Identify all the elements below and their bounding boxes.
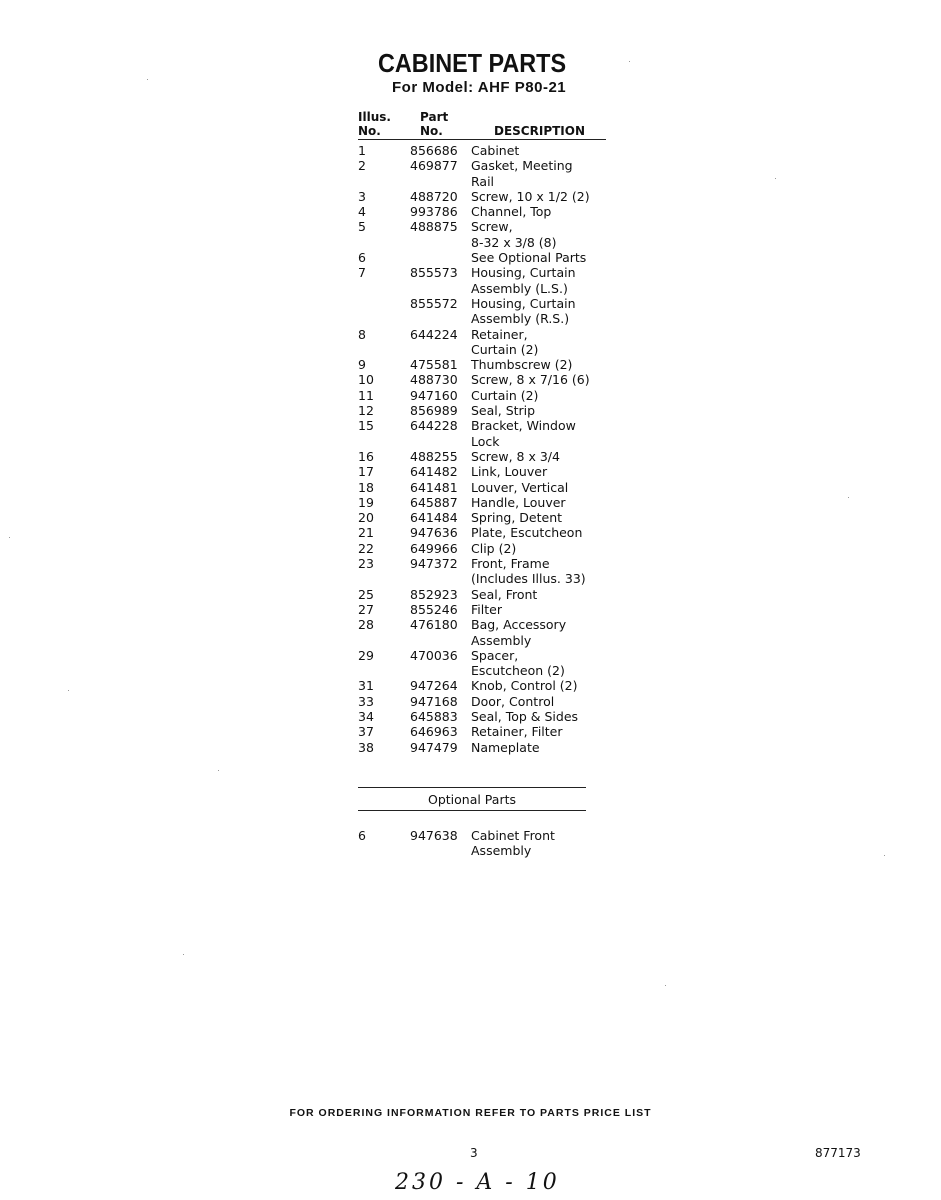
part-number: 641481 bbox=[410, 479, 458, 495]
part-number: 470036 bbox=[410, 647, 458, 663]
part-description: Retainer, Curtain (2) bbox=[471, 326, 539, 357]
table-row bbox=[0, 709, 941, 724]
part-number: 947168 bbox=[410, 693, 458, 709]
part-number: 476180 bbox=[410, 617, 458, 633]
part-number: 644224 bbox=[410, 326, 458, 342]
illus-number: 8 bbox=[358, 326, 366, 342]
optional-parts-table bbox=[0, 828, 941, 859]
illus-number: 16 bbox=[358, 448, 374, 464]
table-row bbox=[0, 372, 941, 387]
illus-number: 6 bbox=[358, 828, 366, 843]
header-divider bbox=[358, 139, 606, 140]
part-description: Cabinet Front Assembly bbox=[471, 828, 555, 859]
scan-speck bbox=[884, 855, 885, 856]
part-number: 856989 bbox=[410, 403, 458, 419]
illus-number: 17 bbox=[358, 464, 374, 480]
table-row bbox=[0, 189, 941, 204]
part-description: Seal, Strip bbox=[471, 403, 536, 419]
part-description: Clip (2) bbox=[471, 540, 517, 556]
part-description: Seal, Top & Sides bbox=[471, 708, 579, 724]
document-number: 877173 bbox=[815, 1146, 861, 1160]
part-description: Knob, Control (2) bbox=[471, 678, 578, 694]
column-header-part-line2: No. bbox=[420, 124, 443, 138]
optional-divider-bottom bbox=[358, 810, 586, 811]
table-row bbox=[0, 158, 941, 189]
column-header-description: DESCRIPTION bbox=[494, 124, 586, 138]
part-number: 641482 bbox=[410, 464, 458, 480]
part-description: Plate, Escutcheon bbox=[471, 525, 583, 541]
part-description: See Optional Parts bbox=[471, 250, 587, 266]
illus-number: 1 bbox=[358, 143, 366, 158]
illus-number: 28 bbox=[358, 617, 374, 633]
part-number: 475581 bbox=[410, 357, 458, 373]
part-description: Filter bbox=[471, 601, 502, 617]
scan-speck bbox=[183, 954, 184, 955]
illus-number: 22 bbox=[358, 540, 374, 556]
illus-number: 18 bbox=[358, 479, 374, 495]
illus-number: 19 bbox=[358, 494, 374, 510]
illus-number: 29 bbox=[358, 647, 374, 663]
part-number: 855573 bbox=[410, 265, 458, 281]
illus-number: 25 bbox=[358, 586, 374, 602]
scan-speck bbox=[147, 79, 148, 80]
illus-number: 10 bbox=[358, 372, 374, 388]
column-header-illus-line1: Illus. bbox=[358, 110, 391, 124]
table-row bbox=[0, 828, 941, 859]
part-description: Front, Frame (Includes Illus. 33) bbox=[471, 556, 586, 587]
table-row bbox=[0, 204, 941, 219]
part-description: Retainer, Filter bbox=[471, 724, 563, 740]
ordering-info-note: FOR ORDERING INFORMATION REFER TO PARTS PRICE LIST bbox=[289, 1107, 652, 1119]
part-description: Spacer, Escutcheon (2) bbox=[471, 647, 565, 679]
table-row bbox=[0, 525, 941, 540]
part-description: Handle, Louver bbox=[471, 494, 566, 510]
scan-speck bbox=[9, 537, 10, 538]
scan-speck bbox=[68, 690, 69, 691]
part-description: Cabinet bbox=[471, 143, 520, 158]
part-description: Screw, 10 x 1/2 (2) bbox=[471, 188, 590, 204]
part-number: 488730 bbox=[410, 372, 458, 388]
part-number: 641484 bbox=[410, 510, 458, 526]
page-title: CABINET PARTS bbox=[378, 48, 567, 78]
illus-number: 7 bbox=[358, 265, 366, 281]
illus-number: 38 bbox=[358, 739, 374, 755]
part-description: Channel, Top bbox=[471, 204, 552, 220]
part-number: 852923 bbox=[410, 586, 458, 602]
illus-number: 4 bbox=[358, 204, 366, 220]
column-header-illus-line2: No. bbox=[358, 124, 381, 138]
scan-speck bbox=[629, 61, 630, 62]
illus-number: 21 bbox=[358, 525, 374, 541]
part-description: Housing, Curtain Assembly (R.S.) bbox=[471, 295, 576, 327]
part-number: 947479 bbox=[410, 739, 458, 755]
illus-number: 37 bbox=[358, 724, 374, 740]
illus-number: 2 bbox=[358, 158, 366, 174]
table-row bbox=[0, 602, 941, 617]
illus-number: 27 bbox=[358, 601, 374, 617]
part-number: 644228 bbox=[410, 418, 458, 434]
part-description: Spring, Detent bbox=[471, 510, 563, 526]
part-number: 488255 bbox=[410, 448, 458, 464]
table-row bbox=[0, 724, 941, 739]
illus-number: 9 bbox=[358, 357, 366, 373]
part-description: Screw, 8-32 x 3/8 (8) bbox=[471, 219, 557, 250]
part-number: 646963 bbox=[410, 724, 458, 740]
table-row bbox=[0, 418, 941, 449]
table-row bbox=[0, 556, 941, 587]
optional-divider-top bbox=[358, 787, 586, 788]
illus-number: 20 bbox=[358, 510, 374, 526]
part-description: Curtain (2) bbox=[471, 387, 539, 403]
illus-number: 31 bbox=[358, 678, 374, 694]
table-row bbox=[0, 403, 941, 418]
part-number: 947160 bbox=[410, 387, 458, 403]
illus-number: 3 bbox=[358, 188, 366, 204]
part-description: Screw, 8 x 3/4 bbox=[471, 448, 560, 464]
part-number: 947264 bbox=[410, 678, 458, 694]
part-description: Bag, Accessory Assembly bbox=[471, 617, 567, 648]
table-row bbox=[0, 617, 941, 648]
table-row bbox=[0, 740, 941, 755]
illus-number: 6 bbox=[358, 250, 366, 266]
table-row bbox=[0, 541, 941, 556]
part-number: 488720 bbox=[410, 188, 458, 204]
table-row bbox=[0, 357, 941, 372]
table-row bbox=[0, 480, 941, 495]
page-number: 3 bbox=[470, 1146, 478, 1160]
part-description: Gasket, Meeting Rail bbox=[471, 158, 573, 189]
part-number: 947636 bbox=[410, 525, 458, 541]
part-number: 855246 bbox=[410, 601, 458, 617]
table-row bbox=[0, 648, 941, 679]
part-number: 645887 bbox=[410, 494, 458, 510]
part-description: Louver, Vertical bbox=[471, 479, 569, 495]
part-description: Bracket, Window Lock bbox=[471, 418, 576, 449]
column-header-part bbox=[420, 110, 448, 138]
part-number: 947638 bbox=[410, 828, 458, 843]
illus-number: 34 bbox=[358, 708, 374, 724]
scan-speck bbox=[665, 985, 666, 986]
table-row bbox=[0, 495, 941, 510]
table-row bbox=[0, 250, 941, 265]
table-row bbox=[0, 219, 941, 250]
part-description: Thumbscrew (2) bbox=[471, 357, 573, 373]
table-row bbox=[0, 587, 941, 602]
part-number: 856686 bbox=[410, 143, 458, 158]
table-row bbox=[0, 510, 941, 525]
illus-number: 12 bbox=[358, 403, 374, 419]
table-row bbox=[0, 327, 941, 358]
illus-number: 23 bbox=[358, 556, 374, 572]
table-row bbox=[0, 143, 941, 158]
table-row bbox=[0, 388, 941, 403]
illus-number: 5 bbox=[358, 219, 366, 235]
part-number: 488875 bbox=[410, 219, 458, 235]
part-description: Housing, Curtain Assembly (L.S.) bbox=[471, 265, 576, 296]
part-description: Seal, Front bbox=[471, 586, 538, 602]
part-description: Screw, 8 x 7/16 (6) bbox=[471, 372, 590, 388]
illus-number: 33 bbox=[358, 693, 374, 709]
illus-number: 15 bbox=[358, 418, 374, 434]
optional-parts-heading: Optional Parts bbox=[427, 792, 516, 807]
illus-number: 11 bbox=[358, 387, 374, 403]
scan-speck bbox=[218, 770, 219, 771]
part-number: 947372 bbox=[410, 556, 458, 572]
column-header-part-line1: Part bbox=[420, 110, 449, 124]
column-header-illus bbox=[358, 110, 391, 138]
part-number: 855572 bbox=[410, 295, 458, 311]
parts-table bbox=[0, 143, 941, 755]
table-row bbox=[0, 265, 941, 296]
part-number: 993786 bbox=[410, 204, 458, 220]
part-description: Door, Control bbox=[471, 693, 555, 709]
table-row bbox=[0, 296, 941, 327]
scan-speck bbox=[775, 178, 776, 179]
table-row bbox=[0, 678, 941, 693]
table-row bbox=[0, 449, 941, 464]
scan-speck bbox=[848, 497, 849, 498]
part-number: 469877 bbox=[410, 158, 458, 174]
model-subtitle: For Model: AHF P80-21 bbox=[392, 79, 567, 96]
part-description: Nameplate bbox=[471, 739, 540, 755]
table-row bbox=[0, 464, 941, 479]
handwritten-note: 230 - A - 10 bbox=[395, 1170, 560, 1195]
table-row bbox=[0, 694, 941, 709]
part-number: 645883 bbox=[410, 708, 458, 724]
part-number: 649966 bbox=[410, 540, 458, 556]
part-description: Link, Louver bbox=[471, 464, 548, 480]
